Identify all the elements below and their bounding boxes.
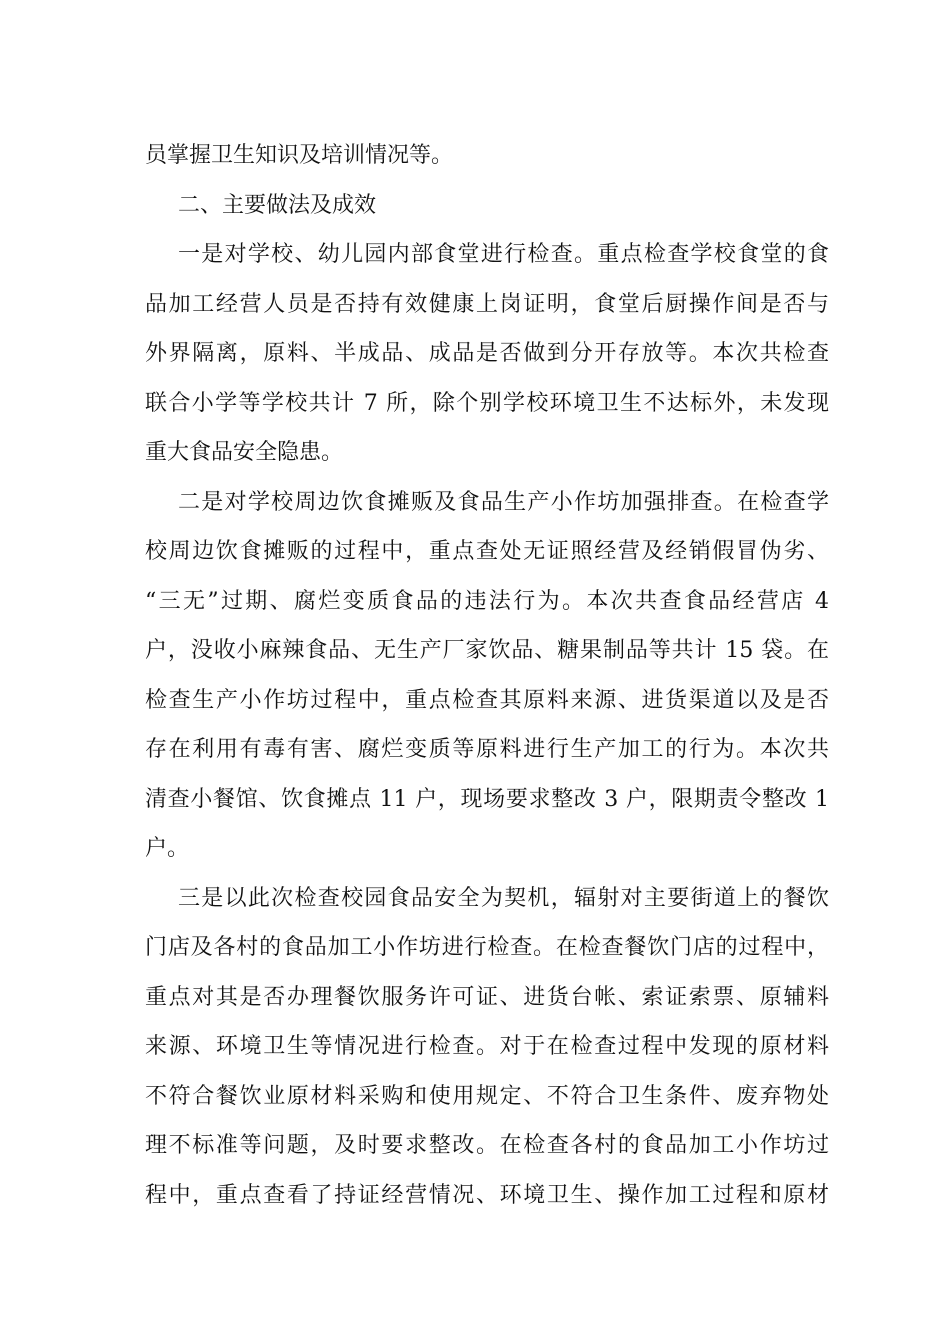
text-line: 联合小学等学校共计 7 所，除个别学校环境卫生不达标外，未发现 [145,390,829,416]
text-line: 员掌握卫生知识及培训情况等。 [145,143,454,168]
text-line: 户，没收小麻辣食品、无生产厂家饮品、糖果制品等共计 15 袋。在 [145,638,829,663]
text-line: 一是对学校、幼儿园内部食堂进行检查。重点检查学校食堂的食 [178,242,829,267]
text-line: 重点对其是否办理餐饮服务许可证、进货台帐、索证索票、原辅料 [145,984,829,1010]
text-line: 门店及各村的食品加工小作坊进行检查。在检查餐饮门店的过程中， [145,935,829,960]
text-line: “三无”过期、腐烂变质食品的违法行为。本次共查食品经营店 4 [145,588,829,614]
text-line: 二是对学校周边饮食摊贩及食品生产小作坊加强排查。在检查学 [178,489,829,515]
text-line: 重大食品安全隐患。 [145,440,344,465]
text-line: 户。 [145,836,190,861]
text-line: 不符合餐饮业原材料采购和使用规定、不符合卫生条件、废弃物处 [145,1083,829,1109]
text-line: 检查生产小作坊过程中，重点检查其原料来源、进货渠道以及是否 [145,687,829,713]
text-line: 来源、环境卫生等情况进行检查。对于在检查过程中发现的原材料 [145,1034,829,1059]
text-line: 外界隔离，原料、半成品、成品是否做到分开存放等。本次共检查 [145,341,829,366]
text-line: 理不标准等问题，及时要求整改。在检查各村的食品加工小作坊过 [145,1133,829,1158]
section-heading: 二、主要做法及成效 [178,192,377,218]
text-line: 校周边饮食摊贩的过程中，重点查处无证照经营及经销假冒伪劣、 [145,539,829,564]
text-line: 三是以此次检查校园食品安全为契机，辐射对主要街道上的餐饮 [178,885,829,911]
text-line: 程中，重点查看了持证经营情况、环境卫生、操作加工过程和原材 [145,1182,829,1208]
text-line: 品加工经营人员是否持有效健康上岗证明，食堂后厨操作间是否与 [145,291,829,317]
text-line: 存在利用有毒有害、腐烂变质等原料进行生产加工的行为。本次共 [145,737,829,762]
body-text [145,131,829,1220]
text-line: 清查小餐馆、饮食摊点 11 户，现场要求整改 3 户，限期责令整改 1 [145,786,829,812]
